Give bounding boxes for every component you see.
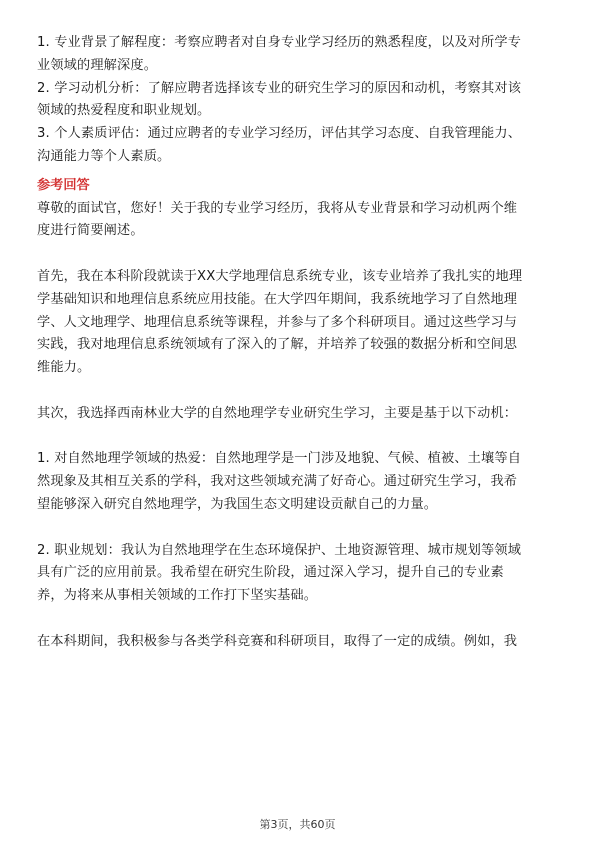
paragraph-gap [37, 380, 565, 403]
text-line: 学基础知识和地理信息系统应用技能。在大学四年期间，我系统地学习了自然地理 [37, 291, 518, 307]
paragraph [37, 403, 565, 426]
paragraph-gap [37, 608, 565, 631]
document-page [37, 32, 565, 654]
text-line: 实践，我对地理信息系统领域有了深入的了解，并培养了较强的数据分析和空间思 [37, 337, 518, 353]
page-number-footer: 第3页，共60页 [259, 818, 336, 831]
text-line: 望能够深入研究自然地理学，为我国生态文明建设贡献自己的力量。 [37, 496, 438, 512]
text-line: 2. 职业规划：我认为自然地理学在生态环境保护、土地资源管理、城市规划等领域 [37, 542, 522, 558]
paragraph [37, 448, 565, 516]
criterion-item [37, 32, 565, 78]
evaluation-criteria-list [37, 32, 565, 169]
text-line: 养，为将来从事相关领域的工作打下坚实基础。 [37, 588, 318, 604]
text-line: 然现象及其相互关系的学科，我对这些领域充满了好奇心。通过研究生学习，我希 [37, 474, 518, 490]
text-line: 在本科期间，我积极参与各类学科竞赛和科研项目，取得了一定的成绩。例如，我 [37, 633, 518, 649]
paragraph [37, 198, 565, 244]
text-line: 维能力。 [37, 360, 91, 376]
text-line: 领域的热爱程度和职业规划。 [37, 103, 211, 119]
text-line: 度进行简要阐述。 [37, 223, 144, 239]
text-line: 2. 学习动机分析：了解应聘者选择该专业的研究生学习的原因和动机，考察其对该 [37, 80, 522, 96]
criterion-item [37, 123, 565, 169]
text-line: 业领域的理解深度。 [37, 57, 158, 73]
answer-body [37, 198, 565, 654]
text-line: 其次，我选择西南林业大学的自然地理学专业研究生学习，主要是基于以下动机： [37, 405, 518, 421]
paragraph-gap [37, 243, 565, 266]
text-line: 3. 个人素质评估：通过应聘者的专业学习经历，评估其学习态度、自我管理能力、 [37, 126, 522, 142]
paragraph [37, 540, 565, 608]
paragraph-gap [37, 426, 565, 449]
text-line: 尊敬的面试官，您好！关于我的专业学习经历，我将从专业背景和学习动机两个维 [37, 200, 518, 216]
text-line: 首先，我在本科阶段就读于XX大学地理信息系统专业，该专业培养了我扎实的地理 [37, 268, 523, 284]
paragraph [37, 266, 565, 380]
paragraph-gap [37, 517, 565, 540]
text-line: 1. 专业背景了解程度：考察应聘者对自身专业学习经历的熟悉程度，以及对所学专 [37, 35, 522, 50]
answer-section-title: 参考回答 [37, 177, 90, 193]
text-line: 具有广泛的应用前景。我希望在研究生阶段，通过深入学习，提升自己的专业素 [37, 565, 504, 581]
paragraph [37, 631, 565, 654]
text-line: 1. 对自然地理学领域的热爱：自然地理学是一门涉及地貌、气候、植被、土壤等自 [37, 451, 522, 467]
criterion-item [37, 78, 565, 124]
text-line: 沟通能力等个人素质。 [37, 148, 171, 164]
text-line: 学、人文地理学、地理信息系统等课程，并参与了多个科研项目。通过这些学习与 [37, 314, 518, 330]
